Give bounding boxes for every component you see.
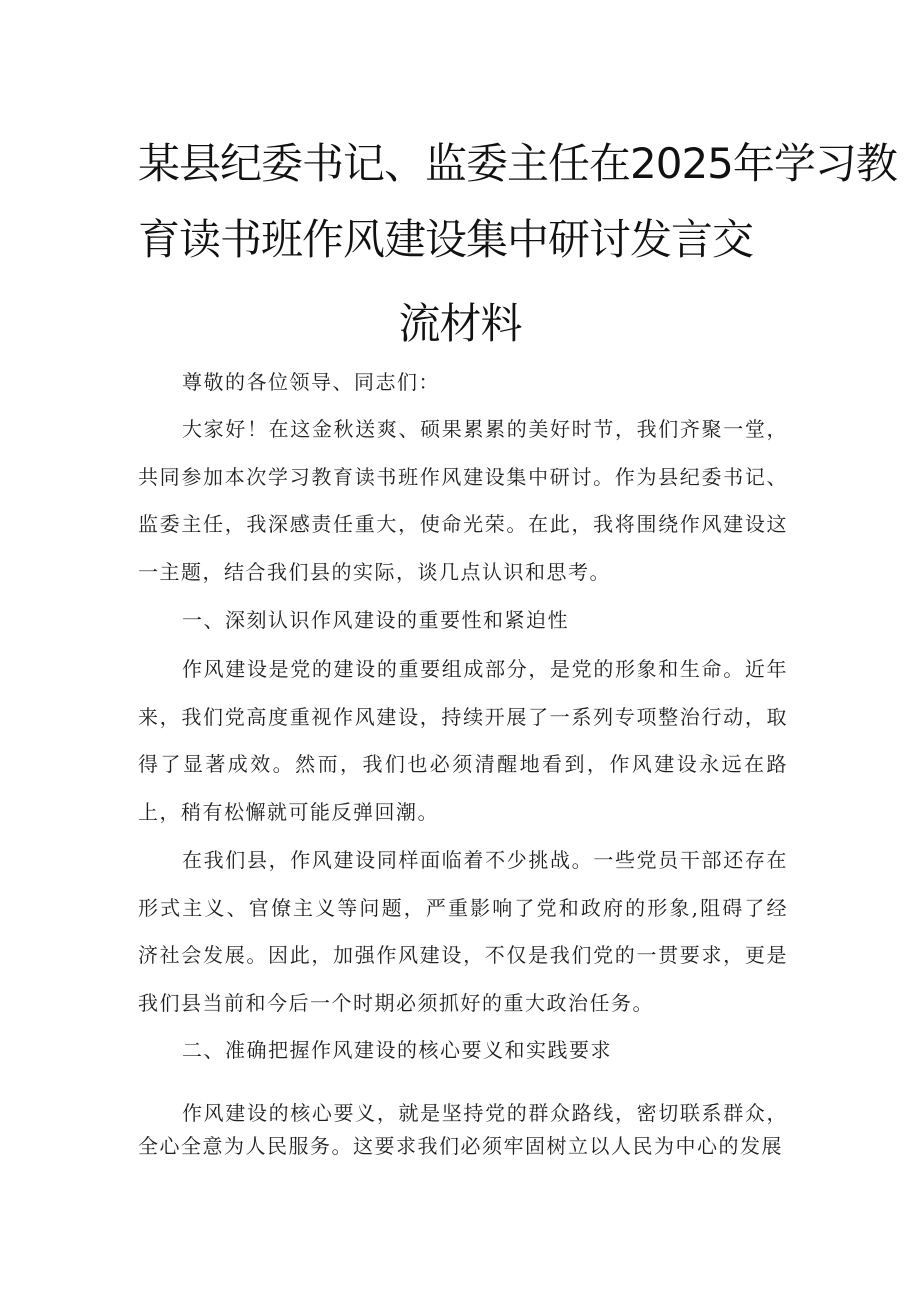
section-1-paragraph-1: 作风建设是党的建设的重要组成部分，是党的形象和生命。近年来，我们党高度重视作风建设，持续开展了一系列专项整治行动，取得了显著成效。然而，我们也必须清醒地看到，作风建设永远在路上，稍有松懈就可能反弹回潮。 bbox=[138, 657, 788, 824]
section-1-paragraph-2: 在我们县，作风建设同样面临着不少挑战。一些党员干部还存在形式主义、官僚主义等问题，严重影响了党和政府的形象,阻碍了经济社会发展。因此，加强作风建设，不仅是我们党的一贯要求，更是我们县当前和今后一个时期必须抓好的重大政治任务。 bbox=[138, 848, 788, 1015]
section-heading-1: 一、深刻认识作风建设的重要性和紧迫性 bbox=[182, 608, 569, 632]
section-heading-2: 二、准确把握作风建设的核心要义和实践要求 bbox=[182, 1038, 612, 1062]
document-title-line-2: 育读书班作风建设集中研讨发言交 bbox=[138, 215, 754, 264]
salutation-paragraph: 尊敬的各位领导、同志们： bbox=[182, 370, 440, 394]
document-title-line-1: 某县纪委书记、监委主任在2025年学习教 bbox=[138, 139, 897, 188]
opening-paragraph: 大家好！在这金秋送爽、硕果累累的美好时节，我们齐聚一堂，共同参加本次学习教育读书班作风建设集中研讨。作为县纪委书记、监委主任，我深感责任重大，使命光荣。在此，我将围绕作风建设这一主题，结合我们县的实际，谈几点认识和思考。 bbox=[138, 417, 788, 584]
section-2-paragraph-1: 作风建设的核心要义，就是坚持党的群众路线，密切联系群众，全心全意为人民服务。这要求我们必须牢固树立以人民为中心的发展 bbox=[138, 1101, 788, 1158]
document-title-line-3: 流材料 bbox=[398, 299, 522, 348]
